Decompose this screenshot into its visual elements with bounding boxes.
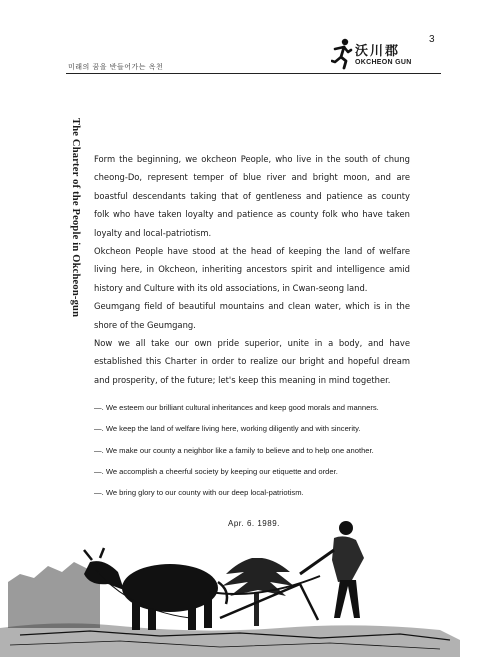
header-divider (66, 73, 441, 74)
ox-figure (84, 548, 227, 630)
page-number: 3 (429, 34, 435, 45)
logo-title: 沃川郡 (355, 44, 401, 59)
logo-subtitle: OKCHEON GUN (355, 59, 412, 66)
resolution-item: —. We bring glory to our county with our deep local-patriotism. (94, 488, 304, 498)
charter-date: Apr. 6. 1989. (228, 519, 280, 528)
resolution-item: —. We keep the land of welfare living here, working diligently and with sincerity. (94, 424, 361, 434)
paragraph: Form the beginning, we okcheon People, who live in the south of chung cheong-Do, represent temper of blue river and bright moon, and are boastful descendants taking that of gentleness and patience as county folk who have taken loyalty and patience as county folk who have taken loyalty and local-patriotism. (94, 154, 410, 238)
resolution-list (94, 401, 424, 507)
paragraph: Okcheon People have stood at the head of keeping the land of welfare living here, in Okcheon, inheriting ancestors spirit and intelligence amid history and Culture with its old associations, in Cwan-seong land. (94, 246, 410, 293)
running-figure-emblem-icon (331, 38, 353, 70)
paragraph: Now we all take our own pride superior, unite in a body, and have established this Charter in order to realize our bright and hopeful dream and prosperity, of the future; let's keep this meaning in mind together. (94, 338, 410, 385)
paragraph: Geumgang field of beautiful mountains and clean water, which is in the shore of the Geumgang. (94, 301, 410, 330)
resolution-item: —. We esteem our brilliant cultural inheritances and keep good morals and manners. (94, 403, 379, 412)
resolution-item: —. We make our county a neighbor like a family to believe and to help one another. (94, 445, 374, 455)
resolution-item: —. We accomplish a cheerful society by keeping our etiquette and order. (94, 466, 338, 476)
county-logo (331, 38, 441, 72)
header-slogan: 미래의 꿈을 반들어가는 옥천 (68, 63, 164, 71)
farmer-plowing-illustration (0, 500, 480, 657)
document-title: The Charter of the People in Okcheon-gun (70, 118, 81, 318)
field-ground (0, 562, 460, 657)
charter-body (94, 150, 410, 389)
